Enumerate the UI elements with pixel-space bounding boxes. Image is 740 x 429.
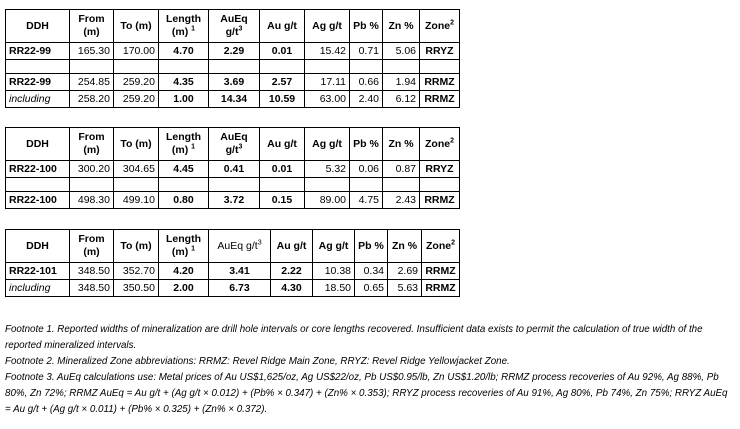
header-ddh: DDH (6, 230, 70, 263)
length-cell: 4.45 (159, 161, 209, 178)
to-cell: 170.00 (114, 43, 159, 60)
table-row (6, 192, 460, 209)
zn-cell: 5.06 (383, 43, 420, 60)
header-ddh: DDH (6, 10, 70, 43)
ag-cell: 15.42 (305, 43, 350, 60)
zone-cell: RRYZ (420, 43, 460, 60)
to-cell: 259.20 (114, 74, 159, 91)
au-cell: 0.01 (260, 43, 305, 60)
zone-cell: RRMZ (422, 280, 460, 297)
drill-table-2 (5, 127, 460, 209)
header-ddh: DDH (6, 128, 70, 161)
including-label: including (6, 91, 70, 108)
pb-cell: 2.40 (350, 91, 383, 108)
header-to: To (m) (114, 230, 159, 263)
header-length: Length (m) $^1$ (159, 230, 209, 263)
ddh-cell: RR22-99 (6, 74, 70, 91)
table-header-row (6, 230, 460, 263)
au-cell: 0.15 (260, 192, 305, 209)
length-cell: 0.80 (159, 192, 209, 209)
from-cell: 348.50 (70, 263, 114, 280)
header-zone: Zone$^2$ (420, 128, 460, 161)
header-to: To (m) (114, 10, 159, 43)
zone-cell: RRMZ (422, 263, 460, 280)
table-row-including (6, 280, 460, 297)
au-cell: 0.01 (260, 161, 305, 178)
header-from: From (m) (70, 230, 114, 263)
table-row (6, 74, 460, 91)
zone-cell: RRMZ (420, 74, 460, 91)
header-pb: Pb % (350, 10, 383, 43)
from-cell: 165.30 (70, 43, 114, 60)
ag-cell: 10.38 (313, 263, 355, 280)
table-row (6, 43, 460, 60)
from-cell: 348.50 (70, 280, 114, 297)
au-cell: 2.22 (271, 263, 313, 280)
table-row (6, 161, 460, 178)
aueq-cell: 0.41 (209, 161, 260, 178)
pb-cell: 0.66 (350, 74, 383, 91)
ag-cell: 89.00 (305, 192, 350, 209)
header-aueq: AuEq $g/t^3$ (209, 10, 260, 43)
footnotes (5, 322, 733, 418)
zn-cell: 6.12 (383, 91, 420, 108)
length-cell: 2.00 (159, 280, 209, 297)
header-pb: Pb % (355, 230, 388, 263)
zone-cell: RRYZ (420, 161, 460, 178)
header-from: From (m) (70, 128, 114, 161)
header-aueq: AuEq $g/t^3$ (209, 230, 271, 263)
header-zn: Zn % (388, 230, 422, 263)
drill-table-1 (5, 9, 460, 108)
zn-cell: 2.69 (388, 263, 422, 280)
header-aueq: AuEq $g/t^3$ (209, 128, 260, 161)
including-label: including (6, 280, 70, 297)
header-au: Au g/t (271, 230, 313, 263)
ddh-cell: RR22-100 (6, 161, 70, 178)
length-cell: 4.70 (159, 43, 209, 60)
table-header-row (6, 10, 460, 43)
header-ag: Ag g/t (305, 128, 350, 161)
to-cell: 350.50 (114, 280, 159, 297)
zone-cell: RRMZ (420, 192, 460, 209)
aueq-cell: 3.69 (209, 74, 260, 91)
pb-cell: 4.75 (350, 192, 383, 209)
length-cell: 4.35 (159, 74, 209, 91)
au-cell: 2.57 (260, 74, 305, 91)
footnote-1: Footnote 1. Reported widths of mineralization are drill hole intervals or core lengths recovered. Insufficient data exists to permit the calculation of true width of the reported mineralized intervals. (5, 324, 703, 351)
aueq-cell: 14.34 (209, 91, 260, 108)
to-cell: 259.20 (114, 91, 159, 108)
footnote-2: Footnote 2. Mineralized Zone abbreviations: RRMZ: Revel Ridge Main Zone, RRYZ: Revel Ridge Yellowjacket Zone. (5, 356, 510, 367)
header-zn: Zn % (383, 10, 420, 43)
aueq-cell: 3.41 (209, 263, 271, 280)
length-cell: 1.00 (159, 91, 209, 108)
header-zone: Zone$^2$ (420, 10, 460, 43)
header-zone: Zone$^2$ (422, 230, 460, 263)
header-ag: Ag g/t (313, 230, 355, 263)
table-row-including (6, 91, 460, 108)
ag-cell: 17.11 (305, 74, 350, 91)
ddh-cell: RR22-101 (6, 263, 70, 280)
ag-cell: 63.00 (305, 91, 350, 108)
aueq-cell: 2.29 (209, 43, 260, 60)
header-length: Length (m) $^1$ (159, 10, 209, 43)
zn-cell: 2.43 (383, 192, 420, 209)
pb-cell: 0.06 (350, 161, 383, 178)
header-to: To (m) (114, 128, 159, 161)
drill-table-3 (5, 229, 460, 297)
from-cell: 254.85 (70, 74, 114, 91)
ddh-cell: RR22-100 (6, 192, 70, 209)
header-ag: Ag g/t (305, 10, 350, 43)
length-cell: 4.20 (159, 263, 209, 280)
from-cell: 498.30 (70, 192, 114, 209)
ddh-cell: RR22-99 (6, 43, 70, 60)
zn-cell: 1.94 (383, 74, 420, 91)
footnote-3: Footnote 3. AuEq calculations use: Metal prices of Au US$1,625/oz, Ag US$22/oz, Pb US$0.95/lb, Zn US$1.20/lb; RRMZ process recoveries of Au 92%, Ag 88%, Pb 80%, Zn 72%; RRMZ AuEq = Au g/t + (Ag g/t × 0.012) + (Pb% × 0.347) + (Zn% × 0.353); RRYZ process recoveries of Au 91%, Ag 80%, Pb 74%, Zn 75%; RRYZ AuEq = Au g/t + (Ag g/t × 0.011) + (Pb% × 0.325) + (Zn% × 0.372). (5, 372, 728, 415)
header-pb: Pb % (350, 128, 383, 161)
to-cell: 352.70 (114, 263, 159, 280)
to-cell: 304.65 (114, 161, 159, 178)
zn-cell: 0.87 (383, 161, 420, 178)
spacer-row (6, 178, 460, 192)
pb-cell: 0.34 (355, 263, 388, 280)
header-length: Length (m) $^1$ (159, 128, 209, 161)
aueq-cell: 6.73 (209, 280, 271, 297)
zone-cell: RRMZ (420, 91, 460, 108)
from-cell: 300.20 (70, 161, 114, 178)
header-zn: Zn % (383, 128, 420, 161)
ag-cell: 18.50 (313, 280, 355, 297)
header-au: Au g/t (260, 10, 305, 43)
aueq-cell: 3.72 (209, 192, 260, 209)
au-cell: 10.59 (260, 91, 305, 108)
ag-cell: 5.32 (305, 161, 350, 178)
to-cell: 499.10 (114, 192, 159, 209)
spacer-row (6, 60, 460, 74)
table-header-row (6, 128, 460, 161)
table-row (6, 263, 460, 280)
au-cell: 4.30 (271, 280, 313, 297)
from-cell: 258.20 (70, 91, 114, 108)
pb-cell: 0.71 (350, 43, 383, 60)
zn-cell: 5.63 (388, 280, 422, 297)
header-from: From (m) (70, 10, 114, 43)
pb-cell: 0.65 (355, 280, 388, 297)
header-au: Au g/t (260, 128, 305, 161)
